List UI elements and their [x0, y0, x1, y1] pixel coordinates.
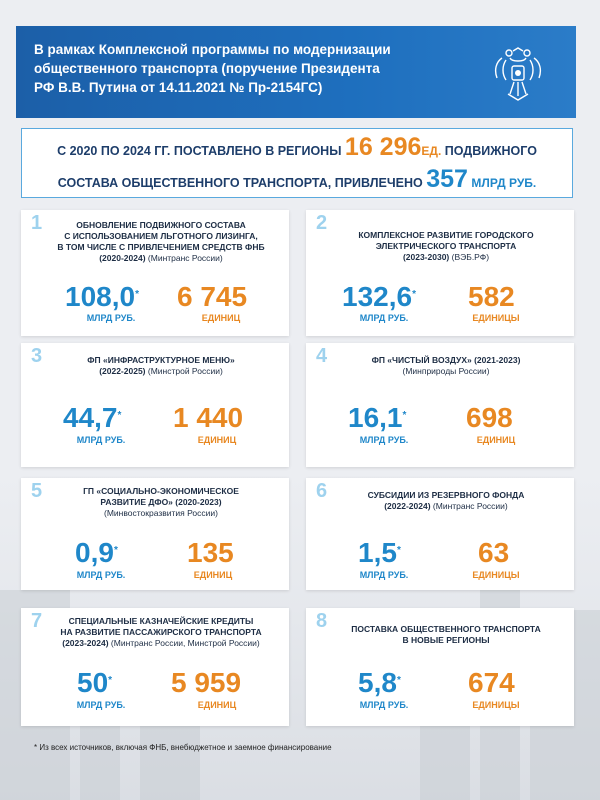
money-value: 0,9*: [75, 537, 118, 568]
header-banner: [16, 26, 576, 118]
summary-line-1: С 2020 ПО 2024 ГГ. ПОСТАВЛЕНО В РЕГИОНЫ 16 296ЕД. ПОДВИЖНОГО: [57, 133, 537, 161]
money-value: 50*: [77, 667, 113, 698]
money-value: 5,8*: [358, 667, 401, 698]
units-label: ЕДИНИЦЫ: [472, 700, 520, 710]
card-title: ПОСТАВКА ОБЩЕСТВЕННОГО ТРАНСПОРТА В НОВЫЕ РЕГИОНЫ: [351, 624, 541, 645]
units-value: 674: [468, 667, 515, 698]
money-label: МЛРД РУБ.: [76, 435, 126, 445]
units-label: ЕДИНИЦЫ: [472, 570, 520, 580]
units-label: ЕДИНИЦ: [197, 435, 237, 445]
coat-of-arms-emblem-icon: [490, 44, 546, 102]
money-label: МЛРД РУБ.: [359, 700, 409, 710]
units-label: ЕДИНИЦ: [201, 313, 241, 323]
units-label: ЕДИНИЦ: [476, 435, 516, 445]
card-number: 4: [316, 345, 328, 367]
summary-money-label: МЛРД РУБ.: [471, 176, 537, 190]
card-title: СУБСИДИИ ИЗ РЕЗЕРВНОГО ФОНДА (2022-2024) (Минтранс России): [367, 490, 525, 511]
money-label: МЛРД РУБ.: [359, 435, 409, 445]
program-card-6: [306, 478, 574, 590]
units-value: 582: [468, 281, 515, 312]
summary-units-label: ЕД.: [421, 144, 442, 158]
card-title: ФП «ЧИСТЫЙ ВОЗДУХ» (2021-2023) (Минприроды России): [371, 355, 521, 376]
program-card-4: [306, 343, 574, 467]
program-card-7: [21, 608, 289, 726]
money-label: МЛРД РУБ.: [76, 700, 126, 710]
program-card-2: [306, 210, 574, 336]
units-value: 5 959: [171, 667, 242, 698]
units-label: ЕДИНИЦ: [193, 570, 233, 580]
card-number: 8: [316, 610, 328, 632]
money-value: 1,5*: [358, 537, 401, 568]
summary-box: [21, 128, 573, 198]
program-card-5: [21, 478, 289, 590]
card-number: 1: [31, 212, 43, 234]
money-label: МЛРД РУБ.: [86, 313, 136, 323]
units-value: 63: [478, 537, 510, 568]
units-value: 698: [466, 402, 513, 433]
card-title: ОБНОВЛЕНИЕ ПОДВИЖНОГО СОСТАВА С ИСПОЛЬЗОВАНИЕМ ЛЬГОТНОГО ЛИЗИНГА, В ТОМ ЧИСЛЕ С ПРИВЛЕЧЕНИЕМ СРЕДСТВ ФНБ (2020-2024) (Минтранс России): [57, 220, 265, 263]
summary-money-value: 357: [426, 165, 468, 193]
units-value: 6 745: [177, 281, 248, 312]
card-title: СПЕЦИАЛЬНЫЕ КАЗНАЧЕЙСКИЕ КРЕДИТЫ НА РАЗВИТИЕ ПАССАЖИРСКОГО ТРАНСПОРТА (2023-2024) (Минтранс России, Минстрой России): [60, 616, 262, 648]
card-number: 5: [31, 480, 43, 502]
money-label: МЛРД РУБ.: [359, 313, 409, 323]
footnote: * Из всех источников, включая ФНБ, внебюджетное и заемное финансирование: [34, 743, 332, 752]
card-title: ФП «ИНФРАСТРУКТУРНОЕ МЕНЮ» (2022-2025) (Минстрой России): [87, 355, 235, 376]
money-value: 132,6*: [342, 281, 416, 312]
card-number: 2: [316, 212, 328, 234]
summary-units-value: 16 296: [344, 133, 422, 161]
money-label: МЛРД РУБ.: [359, 570, 409, 580]
units-value: 1 440: [173, 402, 244, 433]
money-label: МЛРД РУБ.: [76, 570, 126, 580]
money-value: 44,7*: [63, 402, 122, 433]
money-value: 16,1*: [348, 402, 407, 433]
card-number: 3: [31, 345, 43, 367]
units-label: ЕДИНИЦЫ: [472, 313, 520, 323]
units-label: ЕДИНИЦ: [197, 700, 237, 710]
program-card-1: [21, 210, 289, 336]
summary-line-2: СОСТАВА ОБЩЕСТВЕННОГО ТРАНСПОРТА, ПРИВЛЕЧЕНО 357 МЛРД РУБ.: [57, 165, 537, 193]
page-title: В рамках Комплексной программы по модернизации общественного транспорта (поручение Президента РФ В.В. Путина от 14.11.2021 № Пр-2154ГС): [34, 42, 391, 95]
units-value: 135: [187, 537, 234, 568]
program-card-8: [306, 608, 574, 726]
card-number: 7: [31, 610, 43, 632]
money-value: 108,0*: [65, 281, 139, 312]
card-title: ГП «СОЦИАЛЬНО-ЭКОНОМИЧЕСКОЕ РАЗВИТИЕ ДФО» (2020-2023) (Минвостокразвития России): [83, 486, 239, 518]
card-title: КОМПЛЕКСНОЕ РАЗВИТИЕ ГОРОДСКОГО ЭЛЕКТРИЧЕСКОГО ТРАНСПОРТА (2023-2030) (ВЭБ.РФ): [358, 230, 534, 262]
program-card-3: [21, 343, 289, 467]
card-number: 6: [316, 480, 328, 502]
